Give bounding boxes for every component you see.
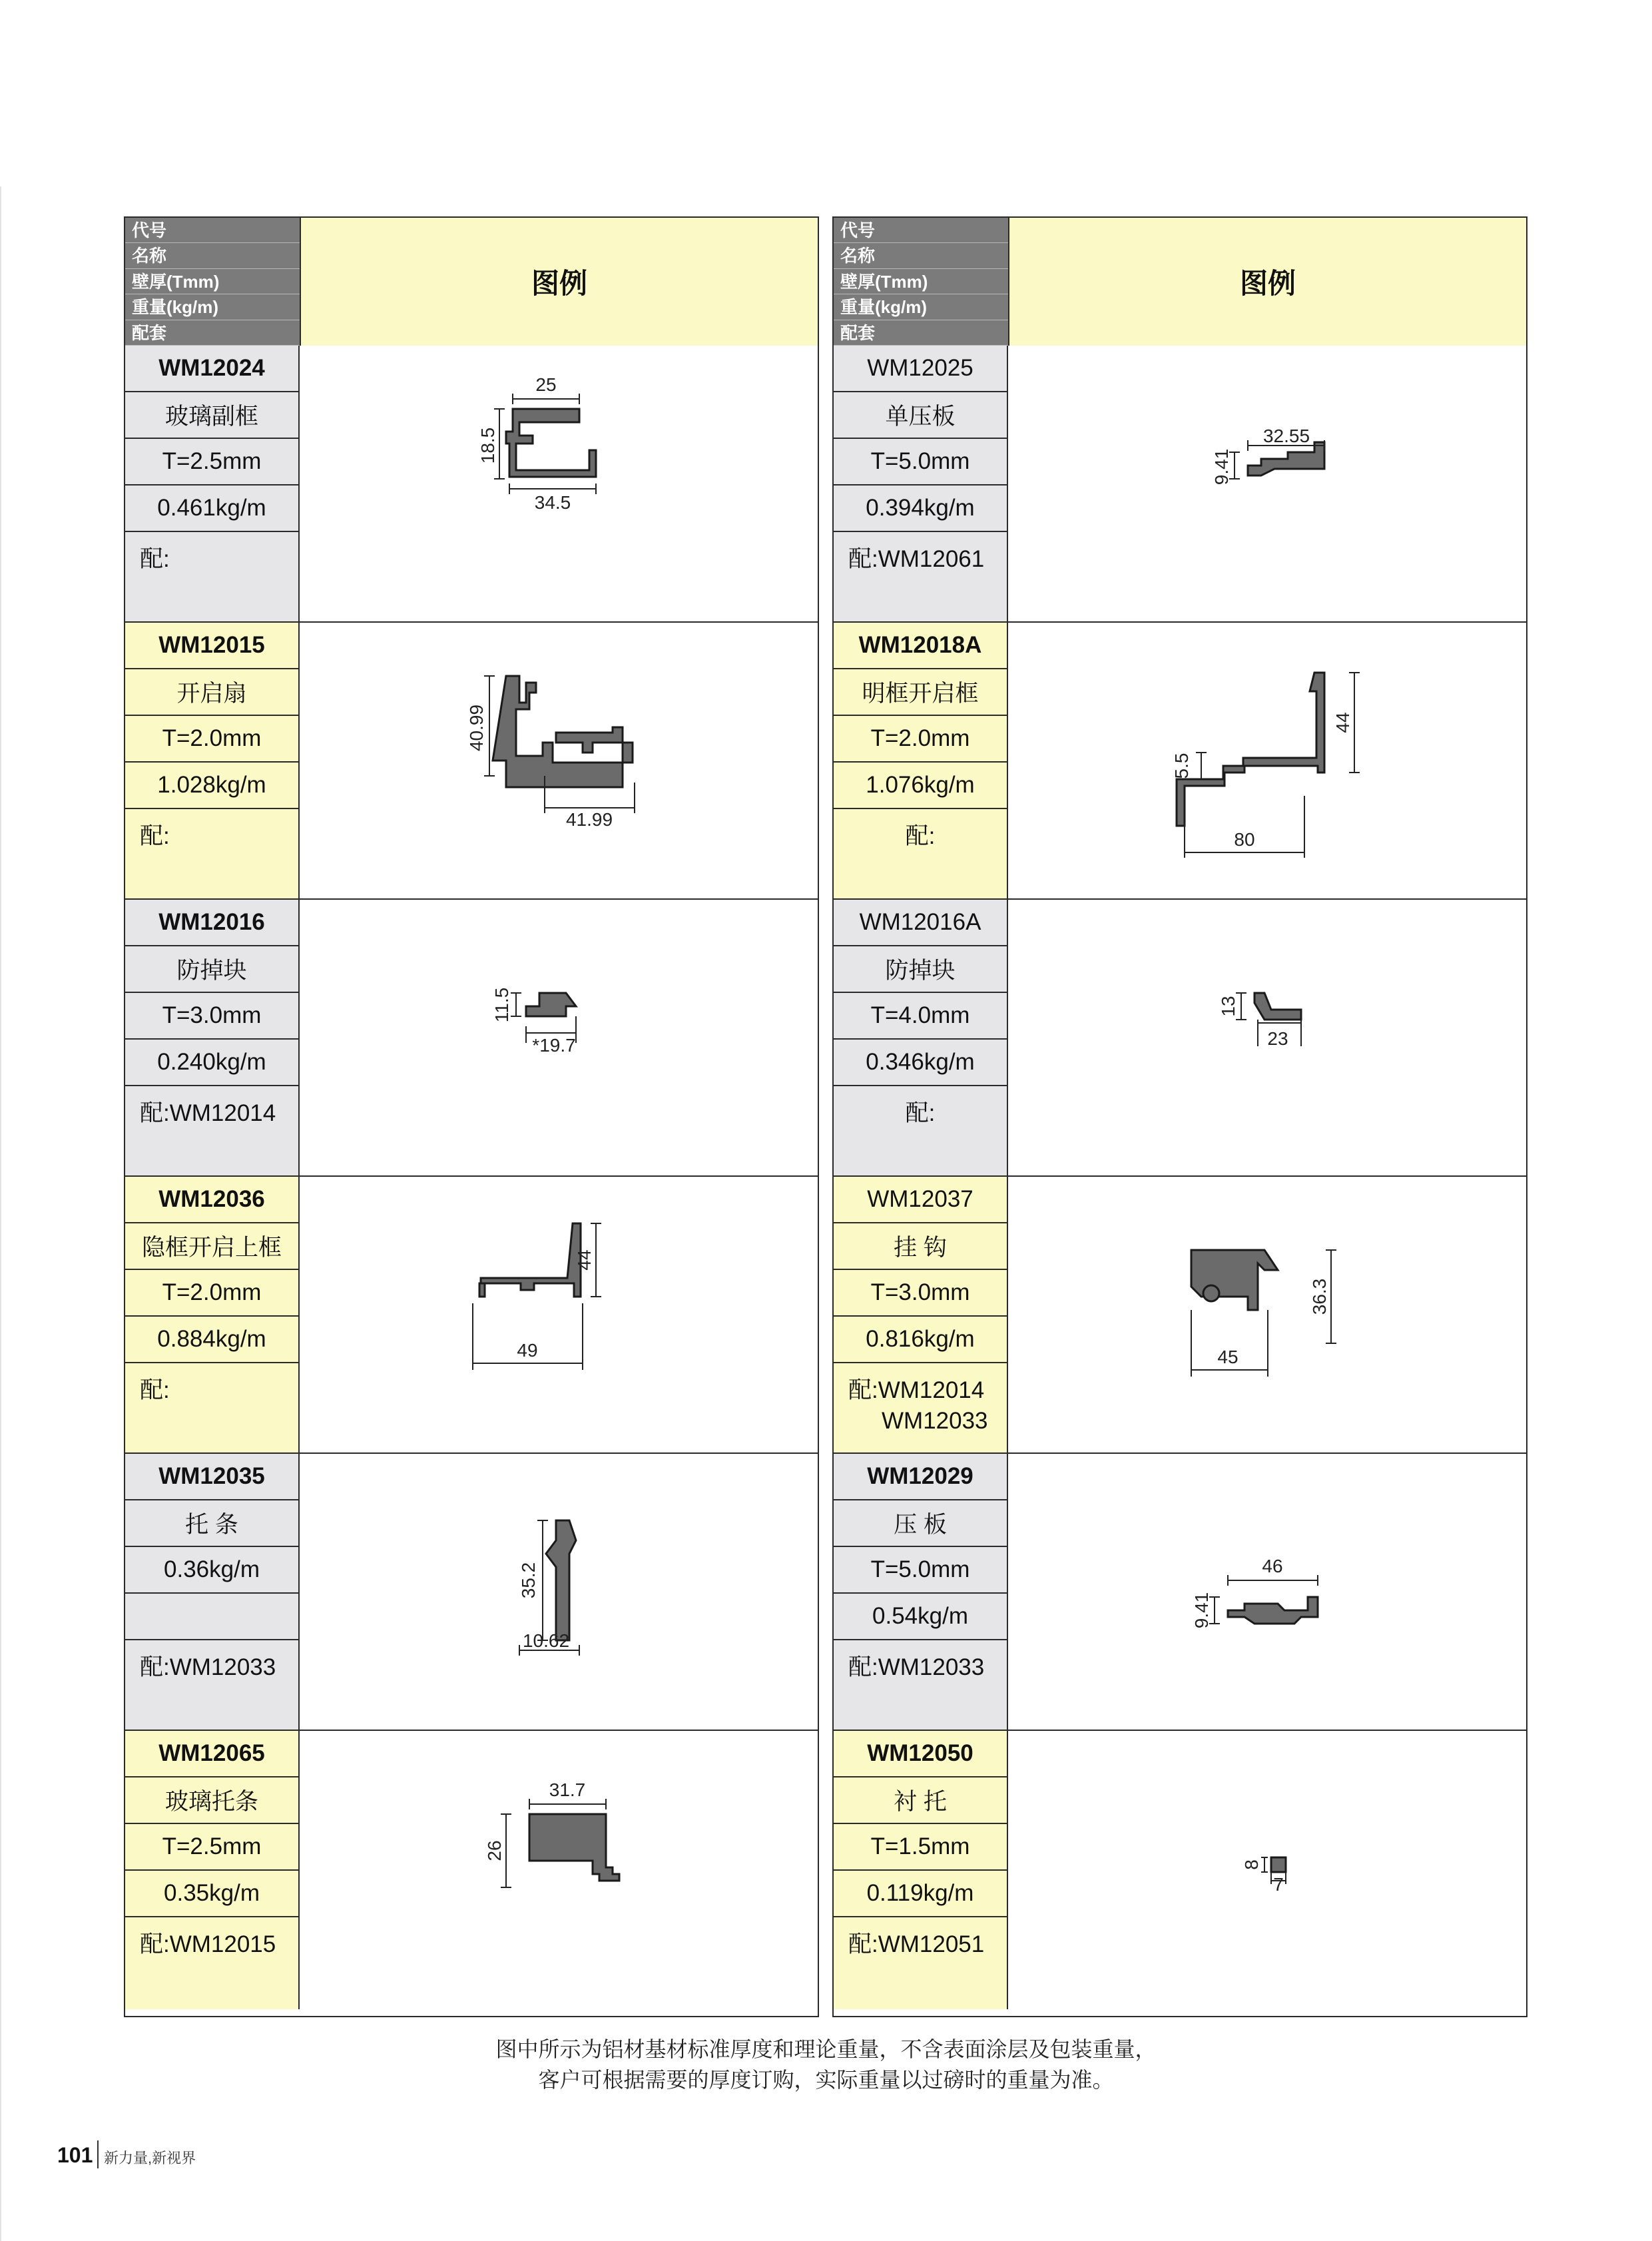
- dimension-label: 18.5: [477, 427, 498, 464]
- dimension-label: 23: [1267, 1028, 1288, 1049]
- header-title: 图例: [1009, 218, 1526, 346]
- table-row: [125, 623, 818, 900]
- table-row: [125, 1177, 818, 1454]
- table-row: [834, 1731, 1526, 2009]
- profile-thickness: T=2.5mm: [125, 1824, 298, 1871]
- header-title: 图例: [301, 218, 818, 346]
- profile-info: [834, 1731, 1008, 2009]
- profile-pei: [834, 532, 1007, 623]
- header-labels: [834, 218, 1009, 346]
- profile-pei: [834, 1640, 1007, 1731]
- profile-weight: 0.884kg/m: [125, 1317, 298, 1363]
- profile-drawing: [300, 1177, 818, 1452]
- profile-info: [834, 346, 1008, 621]
- dimension-label: 32.55: [1262, 426, 1310, 446]
- dimension-label: 26: [484, 1840, 505, 1861]
- footnote-line-1: 图中所示为铝材基材标准厚度和理论重量，不含表面涂层及包装重量，: [495, 2037, 1157, 2061]
- table-row: [834, 346, 1526, 623]
- profile-code: WM12036: [125, 1177, 298, 1223]
- profile-section-svg: [300, 1454, 816, 1730]
- dimension-label: 35.2: [518, 1562, 539, 1599]
- profile-thickness: T=3.0mm: [834, 1270, 1007, 1317]
- profile-name: 玻璃托条: [125, 1777, 298, 1824]
- dimension-label: 7: [1273, 1874, 1284, 1895]
- profile-thickness: T=2.0mm: [834, 716, 1007, 763]
- profile-drawing: [1008, 1731, 1526, 2009]
- profile-pei: [125, 532, 298, 623]
- profile-drawing: [1008, 623, 1526, 898]
- dimension-label: 41.99: [565, 809, 613, 830]
- profile-weight: 1.076kg/m: [834, 763, 1007, 809]
- pei-line: 配:WM12014: [140, 1100, 276, 1126]
- profile-pei: [834, 1917, 1007, 2008]
- profile-info: [125, 1731, 300, 2009]
- profile-name: 防掉块: [834, 946, 1007, 993]
- dimension-label: 9.41: [1191, 1592, 1212, 1629]
- profile-name: 压 板: [834, 1500, 1007, 1547]
- profile-thickness: T=5.0mm: [834, 1547, 1007, 1594]
- dimension-label: 80: [1234, 829, 1255, 850]
- profile-thickness: 0.36kg/m: [125, 1547, 298, 1594]
- table-row: [125, 1731, 818, 2009]
- header-label-pei: 配套: [834, 320, 1008, 346]
- profile-info: [834, 1177, 1008, 1452]
- pei-line: 配:: [905, 823, 936, 849]
- header-label-pei: 配套: [125, 320, 300, 346]
- pei-line: 配:WM12033: [848, 1654, 985, 1680]
- profile-info: [125, 900, 300, 1175]
- pei-line: 配:WM12033: [140, 1654, 276, 1680]
- profile-name: 单压板: [834, 392, 1007, 439]
- profile-pei: [125, 1640, 298, 1731]
- profile-section-svg: [300, 900, 816, 1175]
- pei-line: 配:: [140, 823, 170, 849]
- dimension-label: 31.7: [549, 1779, 586, 1800]
- page-number: 101: [57, 2143, 93, 2167]
- profile-drawing: [1008, 346, 1526, 621]
- profile-section-svg: [1008, 1177, 1525, 1452]
- profile-thickness: T=2.0mm: [125, 1270, 298, 1317]
- profile-weight: 0.394kg/m: [834, 485, 1007, 532]
- header-label-thickness: 壁厚(Tmm): [834, 269, 1008, 294]
- profile-name: 开启扇: [125, 669, 298, 716]
- profile-info: [834, 1454, 1008, 1730]
- page-divider: [97, 2140, 99, 2168]
- profile-thickness: T=2.0mm: [125, 716, 298, 763]
- header-label-thickness: 壁厚(Tmm): [125, 269, 300, 294]
- profile-drawing: [300, 1731, 818, 2009]
- dimension-label: 44: [574, 1249, 595, 1271]
- profile-code: WM12029: [834, 1454, 1007, 1500]
- footnote-line-2: 客户可根据需要的厚度订购，实际重量以过磅时的重量为准。: [538, 2068, 1114, 2092]
- dimension-label: 11.5: [491, 987, 512, 1023]
- profile-name: 明框开启框: [834, 669, 1007, 716]
- table-row: [834, 900, 1526, 1177]
- profile-pei: [834, 809, 1007, 900]
- profile-weight: 0.461kg/m: [125, 485, 298, 532]
- dimension-label: 13: [1218, 996, 1239, 1017]
- profile-section-svg: [1008, 346, 1525, 621]
- profile-section-svg: [300, 1177, 816, 1452]
- profile-name: 衬 托: [834, 1777, 1007, 1824]
- profile-drawing: [1008, 900, 1526, 1175]
- dimension-label: 44: [1332, 712, 1353, 733]
- dimension-label: 46: [1262, 1556, 1283, 1576]
- profile-info: [125, 1177, 300, 1452]
- header-label-weight: 重量(kg/m): [125, 294, 300, 320]
- header-label-code: 代号: [125, 218, 300, 243]
- pei-line: 配:: [140, 1377, 170, 1403]
- table-header: [125, 218, 818, 347]
- profile-name: 托 条: [125, 1500, 298, 1547]
- table-row: [125, 1454, 818, 1731]
- profile-code: WM12037: [834, 1177, 1007, 1223]
- profile-section-svg: [300, 1731, 816, 2007]
- dimension-label: 36.3: [1309, 1278, 1330, 1315]
- right-table: [832, 216, 1527, 2017]
- header-labels: [125, 218, 301, 346]
- page-edge-line: [0, 186, 1, 2241]
- profile-info: [125, 623, 300, 898]
- profile-pei: [125, 1363, 298, 1454]
- dimension-label: 49: [517, 1340, 538, 1361]
- dimension-label: 10.62: [522, 1630, 570, 1651]
- profile-section-svg: [1008, 623, 1525, 898]
- profile-section-svg: [300, 623, 816, 898]
- profile-name: 防掉块: [125, 946, 298, 993]
- dimension-label: 25: [535, 374, 557, 395]
- pei-line: 配:: [905, 1100, 936, 1126]
- profile-weight: 0.54kg/m: [834, 1594, 1007, 1640]
- table-row: [834, 1177, 1526, 1454]
- profile-pei: [125, 1917, 298, 2008]
- pei-line: 配:WM12015: [140, 1931, 276, 1957]
- profile-section-svg: [1008, 900, 1525, 1175]
- pei-line: 配:WM12051: [848, 1931, 985, 1957]
- profile-weight: 1.028kg/m: [125, 763, 298, 809]
- profile-drawing: [300, 900, 818, 1175]
- profile-pei: [125, 809, 298, 900]
- profile-weight: [125, 1594, 298, 1640]
- pei-line: WM12033: [882, 1408, 988, 1434]
- profile-code: WM12018A: [834, 623, 1007, 669]
- profile-weight: 0.346kg/m: [834, 1040, 1007, 1086]
- profile-thickness: T=3.0mm: [125, 993, 298, 1040]
- dimension-label: *19.7: [532, 1035, 576, 1056]
- profile-weight: 0.119kg/m: [834, 1871, 1007, 1917]
- profile-info: [834, 623, 1008, 898]
- profile-code: WM12035: [125, 1454, 298, 1500]
- page-slogan: 新力量,新视界: [104, 2150, 196, 2166]
- profile-thickness: T=4.0mm: [834, 993, 1007, 1040]
- profile-weight: 0.35kg/m: [125, 1871, 298, 1917]
- table-row: [834, 1454, 1526, 1731]
- profile-drawing: [1008, 1177, 1526, 1452]
- table-row: [834, 623, 1526, 900]
- header-label-name: 名称: [834, 243, 1008, 268]
- profile-code: WM12024: [125, 346, 298, 392]
- profile-drawing: [300, 1454, 818, 1730]
- profile-section-svg: [1008, 1454, 1525, 1730]
- profile-info: [125, 1454, 300, 1730]
- profile-drawing: [300, 346, 818, 621]
- header-label-weight: 重量(kg/m): [834, 294, 1008, 320]
- profile-code: WM12016: [125, 900, 298, 946]
- profile-section-svg: [300, 346, 816, 621]
- dimension-label: 45: [1217, 1347, 1239, 1367]
- profile-code: WM12065: [125, 1731, 298, 1777]
- table-row: [125, 900, 818, 1177]
- dimension-label: 9.41: [1211, 448, 1232, 485]
- profile-thickness: T=2.5mm: [125, 439, 298, 485]
- profile-code: WM12025: [834, 346, 1007, 392]
- profile-pei: [834, 1086, 1007, 1177]
- dimension-label: 5.5: [1171, 753, 1192, 779]
- left-table: [124, 216, 819, 2017]
- pei-line: 配:: [140, 546, 170, 572]
- profile-weight: 0.816kg/m: [834, 1317, 1007, 1363]
- profile-info: [834, 900, 1008, 1175]
- profile-pei: [834, 1363, 1007, 1454]
- profile-thickness: T=1.5mm: [834, 1824, 1007, 1871]
- profile-weight: 0.240kg/m: [125, 1040, 298, 1086]
- profile-section-svg: [1008, 1731, 1525, 2007]
- profile-code: WM12016A: [834, 900, 1007, 946]
- dimension-label: 34.5: [534, 492, 571, 513]
- table-row: [125, 346, 818, 623]
- profile-drawing: [1008, 1454, 1526, 1730]
- profile-name: 隐框开启上框: [125, 1223, 298, 1270]
- profile-thickness: T=5.0mm: [834, 439, 1007, 485]
- profile-drawing: [300, 623, 818, 898]
- header-label-name: 名称: [125, 243, 300, 268]
- profile-code: WM12015: [125, 623, 298, 669]
- dimension-label: 40.99: [466, 704, 487, 752]
- profile-code: WM12050: [834, 1731, 1007, 1777]
- profile-name: 挂 钩: [834, 1223, 1007, 1270]
- pei-line: 配:WM12014: [848, 1377, 985, 1403]
- header-label-code: 代号: [834, 218, 1008, 243]
- dimension-label: 8: [1241, 1859, 1262, 1870]
- table-header: [834, 218, 1526, 347]
- profile-info: [125, 346, 300, 621]
- profile-pei: [125, 1086, 298, 1177]
- pei-line: 配:WM12061: [848, 546, 985, 572]
- profile-name: 玻璃副框: [125, 392, 298, 439]
